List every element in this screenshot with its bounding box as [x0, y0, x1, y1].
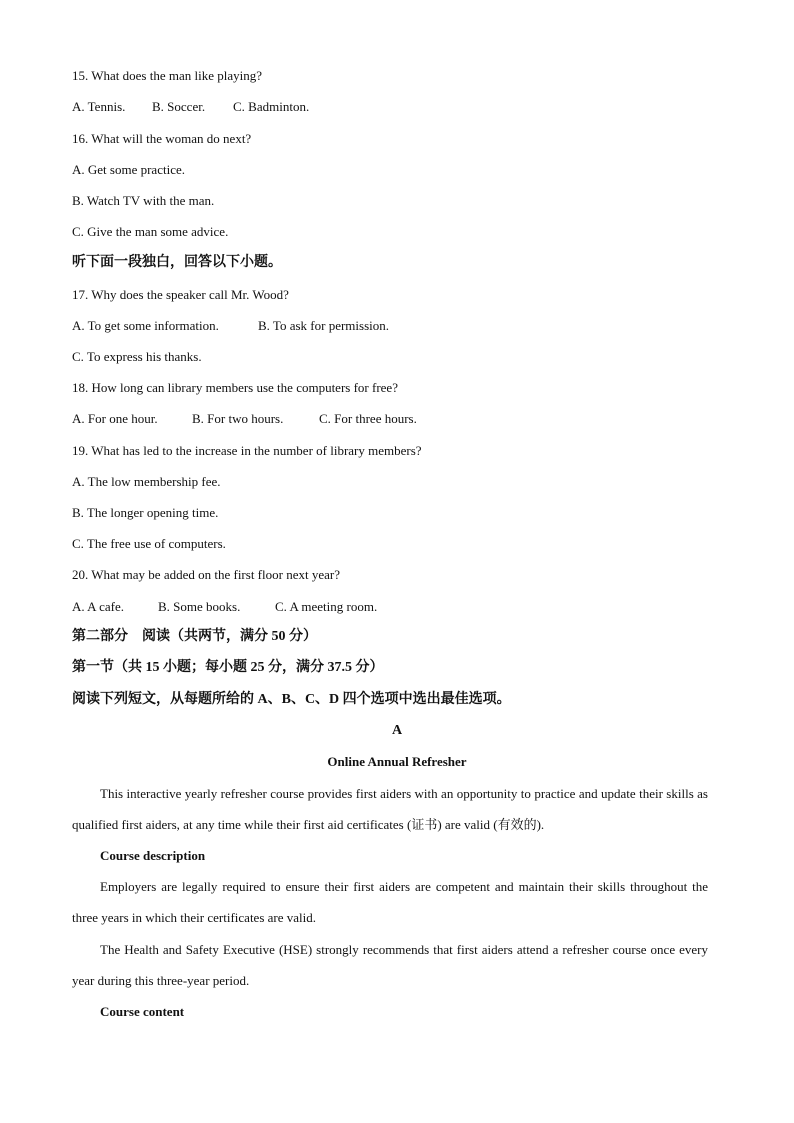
question-17-option-b: B. To ask for permission.	[258, 318, 390, 333]
passage-letter: A	[391, 723, 403, 738]
question-16-option-c: C. Give the man some advice.	[72, 224, 229, 239]
monologue-instruction: 听下面一段独白，回答以下小题。	[72, 255, 282, 270]
question-20-options	[72, 599, 377, 615]
course-description-heading: Course description	[100, 848, 206, 863]
section-one-heading: 第一节（共 15 小题；每小题 25 分，满分 37.5 分）	[72, 660, 384, 675]
question-18-options	[72, 411, 417, 427]
passage-intro: This interactive yearly refresher course provides first aiders with an opportunity to practice and update their skills as qualified first aiders, at any time while their first aid certificates (证书) are valid (有效的).	[72, 786, 708, 832]
question-20-option-c: C. A meeting room.	[275, 599, 378, 614]
question-18-option-a: A. For one hour.	[72, 411, 158, 426]
question-18-option-c: C. For three hours.	[319, 411, 417, 426]
course-content-heading: Course content	[100, 1004, 185, 1019]
question-19-option-c: C. The free use of computers.	[72, 536, 226, 551]
question-15-option-b: B. Soccer.	[152, 99, 206, 114]
question-18-stem: 18. How long can library members use the computers for free?	[72, 380, 398, 395]
question-17-option-a: A. To get some information.	[72, 318, 219, 333]
question-17-options	[72, 318, 389, 334]
question-20-option-b: B. Some books.	[158, 599, 241, 614]
question-20-stem: 20. What may be added on the first floor next year?	[72, 567, 340, 582]
question-16-option-b: B. Watch TV with the man.	[72, 193, 215, 208]
course-description-p1: Employers are legally required to ensure their first aiders are competent and maintain their skills throughout the three years in which their certificates are valid.	[72, 879, 708, 925]
question-15-options	[72, 99, 309, 115]
question-19-option-b: B. The longer opening time.	[72, 505, 219, 520]
reading-instruction: 阅读下列短文，从每题所给的 A、B、C、D 四个选项中选出最佳选项。	[72, 692, 511, 707]
question-17-stem: 17. Why does the speaker call Mr. Wood?	[72, 287, 289, 302]
question-19-stem: 19. What has led to the increase in the number of library members?	[72, 443, 422, 458]
question-19-option-a: A. The low membership fee.	[72, 474, 221, 489]
question-15-option-a: A. Tennis.	[72, 99, 126, 114]
question-20-option-a: A. A cafe.	[72, 599, 124, 614]
passage-title: Online Annual Refresher	[327, 754, 467, 769]
question-18-option-b: B. For two hours.	[192, 411, 284, 426]
course-description-p2: The Health and Safety Executive (HSE) strongly recommends that first aiders attend a refresher course once every year during this three-year period.	[72, 942, 708, 988]
question-15-option-c: C. Badminton.	[233, 99, 310, 114]
question-16-option-a: A. Get some practice.	[72, 162, 185, 177]
part-two-heading: 第二部分 阅读（共两节，满分 50 分）	[72, 629, 317, 644]
question-15-stem: 15. What does the man like playing?	[72, 68, 263, 83]
question-16-stem: 16. What will the woman do next?	[72, 131, 252, 146]
question-17-option-c: C. To express his thanks.	[72, 349, 202, 364]
